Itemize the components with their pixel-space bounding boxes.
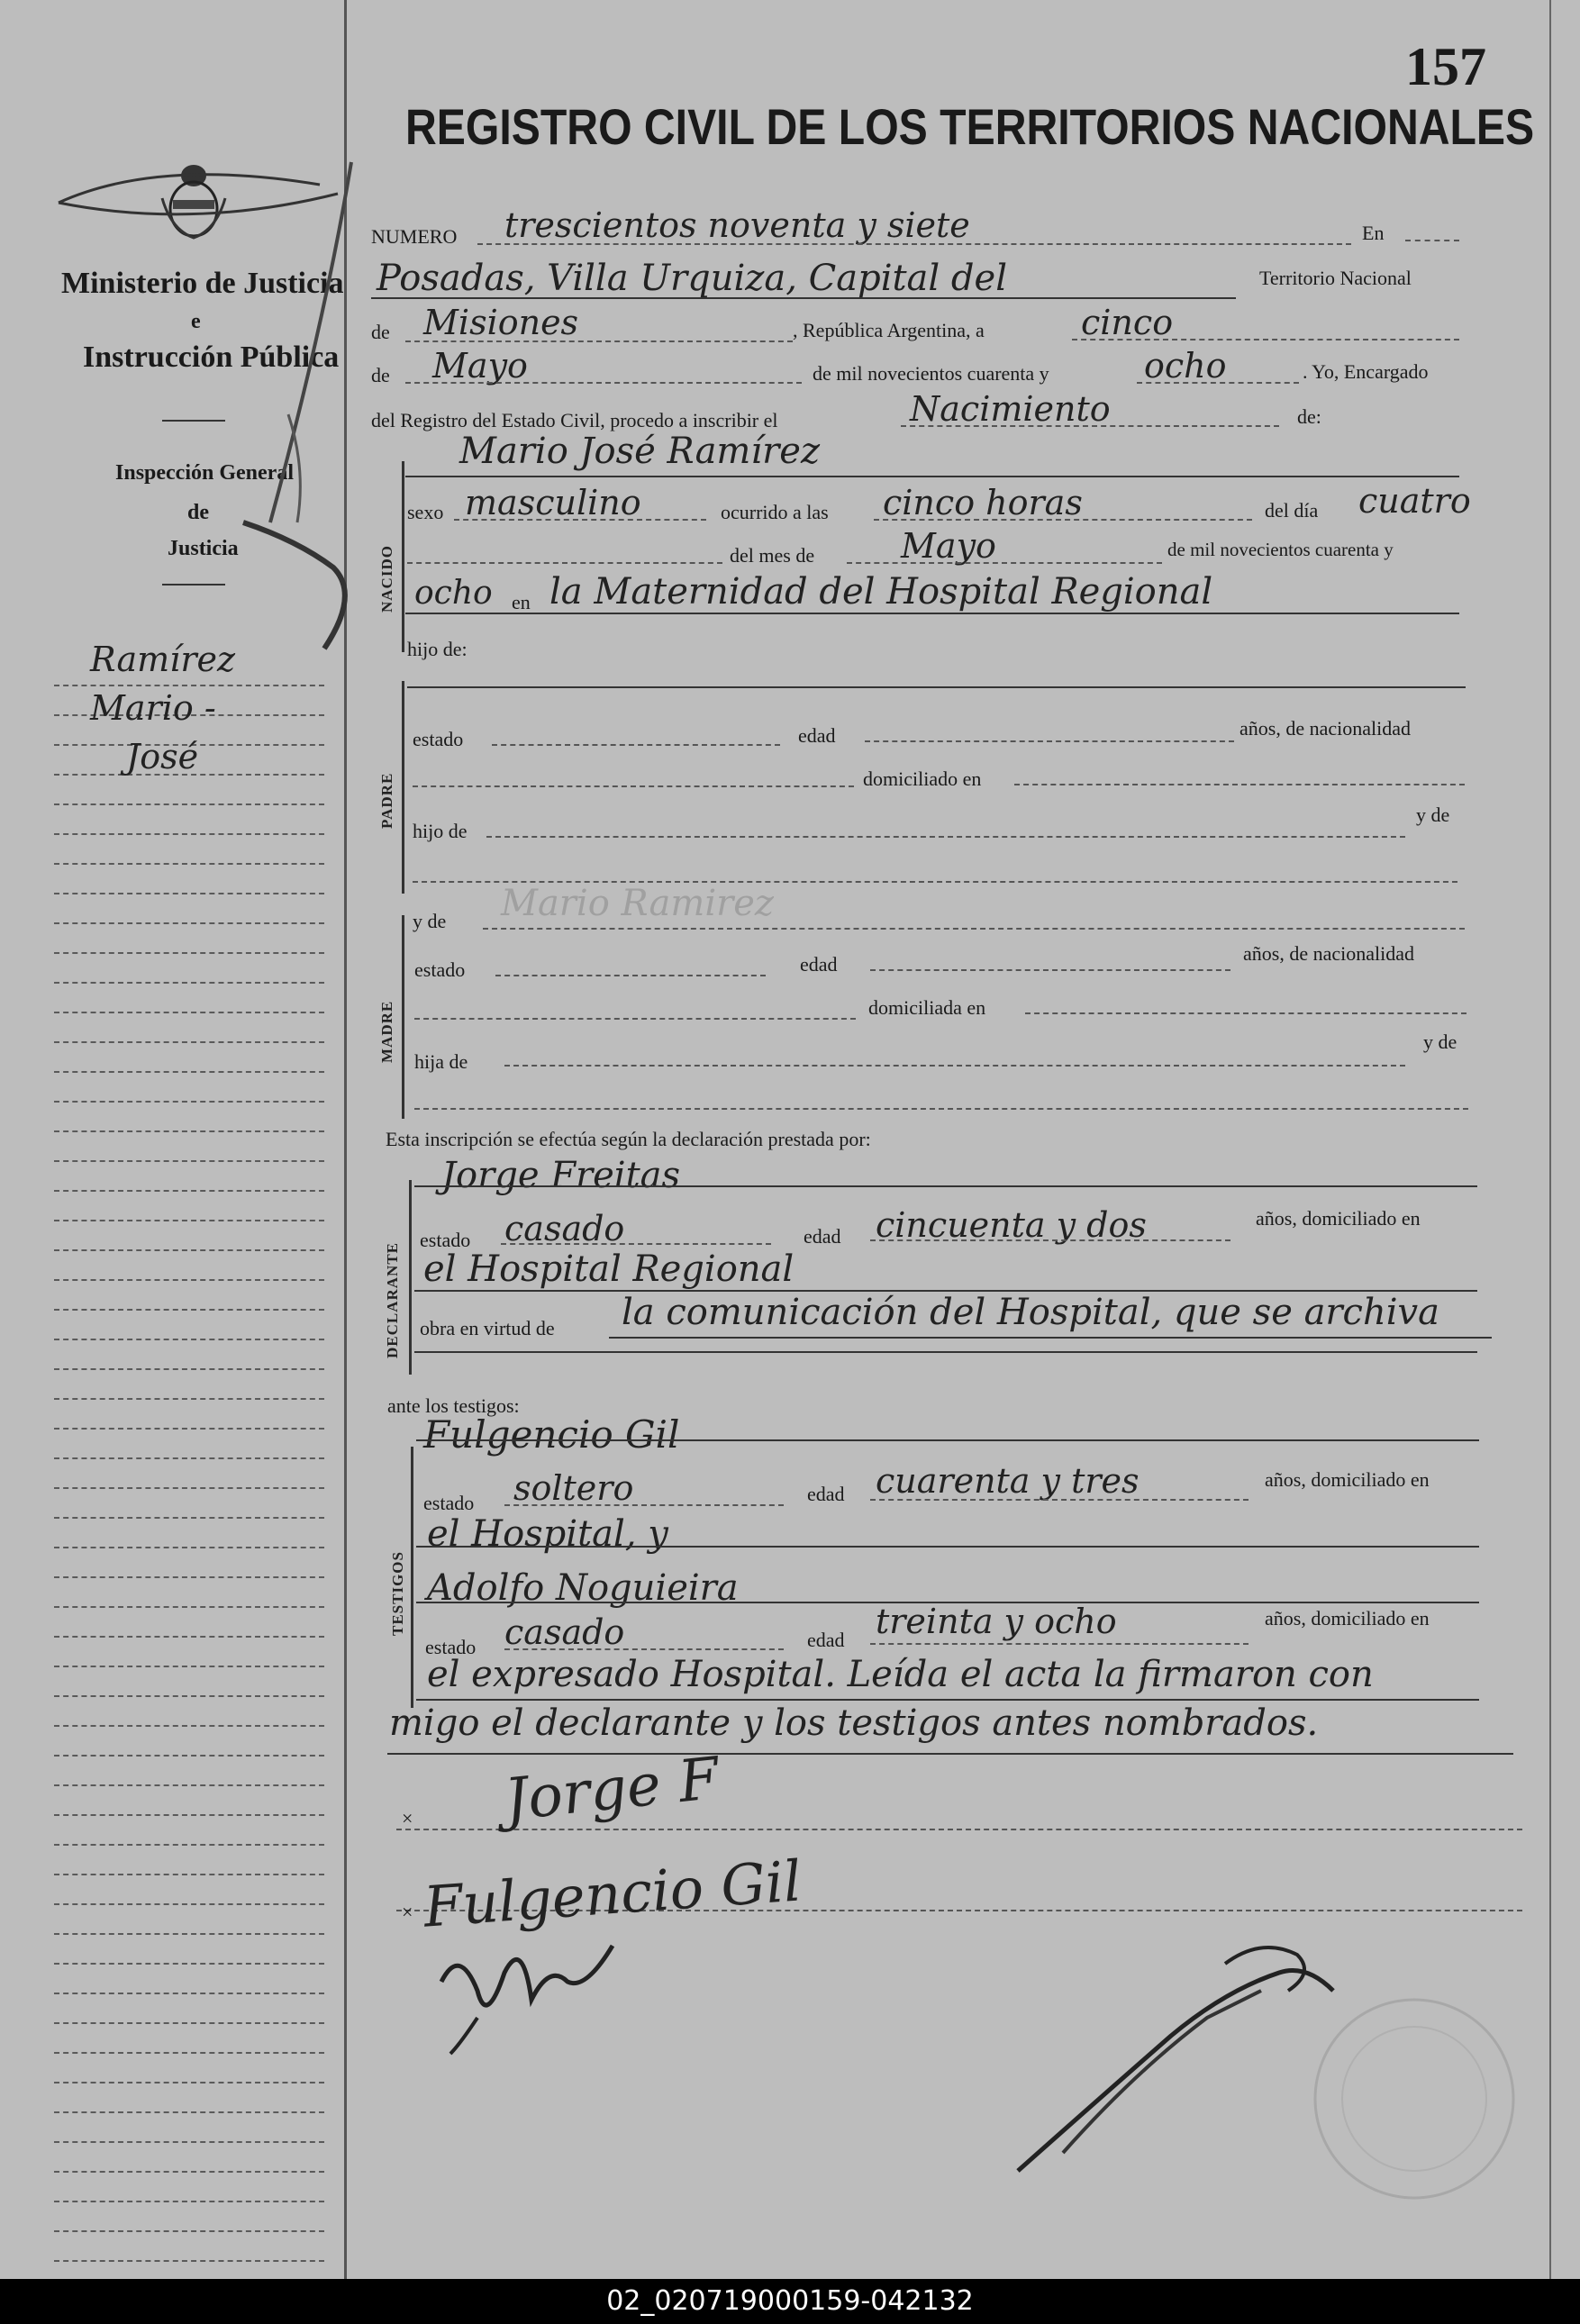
testigo-1-domicilio: el Hospital, y <box>427 1513 668 1555</box>
testigo-1-estado-value: soltero <box>513 1468 634 1508</box>
madre-edad-label: edad <box>800 953 838 976</box>
nacido-brace <box>402 461 404 652</box>
padre-edad-label: edad <box>798 724 836 747</box>
cierre-line-2: migo el declarante y los testigos antes nombrados. <box>389 1702 1319 1744</box>
madre-hija-de-line <box>504 1065 1405 1067</box>
ministry-line-2: e <box>191 310 201 333</box>
declarante-nombre-line <box>414 1185 1477 1187</box>
margin-rule-line <box>54 952 324 954</box>
testigo-1-anios-label: años, domiciliado en <box>1265 1468 1430 1491</box>
margin-rule-line <box>54 803 324 805</box>
padre-brace <box>402 681 404 894</box>
padre-y-de-label: y de <box>1416 803 1450 826</box>
declarante-anios-label: años, domiciliado en <box>1256 1207 1421 1230</box>
margin-rule-line <box>54 1249 324 1251</box>
mes-nacido-line <box>847 562 1162 564</box>
mes-line <box>405 382 802 384</box>
en-line <box>1405 240 1459 241</box>
sexo-line <box>454 519 706 521</box>
testigo-2-anios-label: años, domiciliado en <box>1265 1607 1430 1630</box>
padre-anios-label: años, de nacionalidad <box>1239 717 1411 740</box>
margin-rule-line <box>54 1874 324 1875</box>
republica-label: , República Argentina, a <box>793 319 985 341</box>
margin-rule-line <box>54 1606 324 1608</box>
sexo-value: masculino <box>465 483 641 522</box>
margin-rule-line <box>54 922 324 924</box>
declarante-estado-line <box>501 1243 771 1245</box>
testigo-2-edad-label: edad <box>807 1629 845 1651</box>
territorio-label: Territorio Nacional <box>1259 267 1412 289</box>
margin-rule-line <box>54 2022 324 2024</box>
mil-nacido-label: de mil novecientos cuarenta y <box>1167 539 1394 560</box>
padre-estado-line <box>492 744 780 746</box>
de-label-3: de: <box>1297 405 1321 428</box>
nacido-section-label: NACIDO <box>378 545 395 613</box>
footer-label: 02_020719000159-042132 <box>0 2279 1580 2324</box>
territorio-line <box>405 340 793 342</box>
margin-rule-line <box>54 1101 324 1103</box>
numero-value: trescientos noventa y siete <box>504 205 970 245</box>
margin-rule-line <box>54 1487 324 1489</box>
acto-line <box>901 425 1279 427</box>
madre-section-label: MADRE <box>378 1000 395 1063</box>
testigo-2-estado-label: estado <box>425 1636 477 1658</box>
declarante-estado-label: estado <box>420 1229 471 1251</box>
testigo-2-estado-value: casado <box>504 1612 625 1652</box>
numero-line <box>477 243 1351 245</box>
madre-edad-line <box>870 969 1230 971</box>
margin-rule-line <box>54 1517 324 1519</box>
margin-rule-line <box>54 685 324 686</box>
margin-rule-line <box>54 1784 324 1786</box>
margin-rule-line <box>54 1666 324 1667</box>
margin-rule-line <box>54 2201 324 2202</box>
margin-rule-line <box>54 2230 324 2232</box>
margin-rule-line <box>54 1041 324 1043</box>
de-label-2: de <box>371 364 390 386</box>
cierre-line-2-rule <box>387 1753 1513 1755</box>
madre-brace <box>402 915 404 1119</box>
declarante-nombre-value: Jorge Freitas <box>441 1155 681 1196</box>
signature-line-1 <box>396 1829 1522 1830</box>
margin-rule-line <box>54 2082 324 2083</box>
sexo-label: sexo <box>407 501 444 523</box>
declarante-estado-value: casado <box>504 1209 625 1248</box>
lugar-nacido-value: la Maternidad del Hospital Regional <box>549 571 1213 613</box>
margin-rule-line <box>54 1339 324 1340</box>
signature-mark-1: × <box>402 1807 413 1829</box>
declarante-edad-value: cincuenta y dos <box>876 1205 1147 1245</box>
padre-domiciliado-label: domiciliado en <box>863 767 982 790</box>
margin-rule-line <box>54 1547 324 1548</box>
margin-rule-line <box>54 1279 324 1281</box>
de-label: de <box>371 321 390 343</box>
hijo-de-label: hijo de: <box>407 638 468 660</box>
margin-rule-line <box>54 2111 324 2113</box>
testigos-intro: ante los testigos: <box>387 1394 520 1417</box>
madre-hija-de-label: hija de <box>414 1050 468 1073</box>
margin-rule-line <box>54 2141 324 2143</box>
testigo-2-estado-line <box>504 1648 784 1650</box>
margin-rule-line <box>54 1963 324 1965</box>
obra-line <box>609 1337 1492 1339</box>
margin-rule-line <box>54 1903 324 1905</box>
del-mes-label: del mes de <box>730 544 815 567</box>
margin-rule-line <box>54 1190 324 1192</box>
margin-rule-line <box>54 1398 324 1400</box>
page-title: REGISTRO CIVIL DE LOS TERRITORIOS NACIONALES <box>405 98 1535 155</box>
madre-y-de-line <box>414 1108 1468 1110</box>
hora-value: cinco horas <box>883 483 1083 522</box>
mes-value: Mayo <box>432 346 528 386</box>
testigo-1-nombre: Fulgencio Gil <box>423 1412 680 1457</box>
madre-domiciliada-label: domiciliada en <box>868 996 986 1019</box>
faint-seal <box>1297 1982 1531 2216</box>
declarante-section-label: DECLARANTE <box>384 1241 401 1358</box>
testigo-2-nombre: Adolfo Noguieira <box>427 1567 739 1609</box>
hora-line <box>874 519 1252 521</box>
testigo-2-edad-value: treinta y ocho <box>876 1602 1117 1641</box>
del-dia-label: del día <box>1265 499 1319 522</box>
margin-rule-line <box>54 2260 324 2262</box>
testigo-1-estado-line <box>504 1504 784 1506</box>
margin-rule-line <box>54 1071 324 1073</box>
obra-value: la comunicación del Hospital, que se archiva <box>622 1292 1439 1333</box>
cierre-line-1: el expresado Hospital. Leída el acta la firmaron con <box>427 1654 1374 1695</box>
margin-rule-line <box>54 863 324 865</box>
lugar-nacido-line <box>405 613 1459 614</box>
margin-rule-line <box>54 1368 324 1370</box>
margin-pen-strokes <box>216 144 396 685</box>
testigo-1-domicilio-line <box>416 1546 1479 1548</box>
cierre-line-1-rule <box>416 1699 1479 1701</box>
margin-rule-line <box>54 1309 324 1311</box>
madre-y-de-label-2: y de <box>1423 1030 1457 1053</box>
margin-rule-line <box>54 982 324 984</box>
yo-label: . Yo, Encargado <box>1303 360 1429 383</box>
declarante-blank-line <box>414 1351 1477 1353</box>
inspeccion-line-3: Justicia <box>168 537 239 560</box>
nacido-nombre-value: Mario José Ramírez <box>459 431 821 472</box>
dia-value: cinco <box>1081 303 1174 342</box>
margin-rule-line <box>54 1130 324 1132</box>
madre-estado-line <box>495 975 766 976</box>
margin-rule-line <box>54 2052 324 2054</box>
signature-testigo-2 <box>423 1928 640 2063</box>
margin-rule-line <box>54 1428 324 1430</box>
padre-hijo-de-label: hijo de <box>413 820 468 842</box>
testigos-section-label: TESTIGOS <box>389 1551 406 1636</box>
territorio-value: Misiones <box>423 303 579 342</box>
padre-nombre-line <box>407 686 1466 688</box>
signature-mark-2: × <box>402 1901 413 1923</box>
mes-nacido-value: Mayo <box>901 526 996 566</box>
acto-value: Nacimiento <box>910 389 1111 429</box>
margin-rule-line <box>54 2171 324 2173</box>
declarante-edad-line <box>870 1239 1230 1241</box>
madre-nombre-line <box>483 928 1465 930</box>
margin-rule-line <box>54 1933 324 1935</box>
anio-line <box>1137 382 1299 384</box>
madre-anios-label: años, de nacionalidad <box>1243 942 1414 965</box>
margin-rule-line <box>54 893 324 894</box>
margin-rule-line <box>54 1725 324 1727</box>
madre-estado-label: estado <box>414 958 466 981</box>
margin-note-line-3: José <box>126 737 199 776</box>
en-nacido-label: en <box>512 591 531 613</box>
testigo-1-edad-line <box>870 1499 1249 1501</box>
signature-declarante: Jorge F <box>501 1745 722 1835</box>
padre-nacionalidad-line <box>413 785 854 787</box>
padre-edad-line <box>865 740 1234 742</box>
declarante-domicilio-value: el Hospital Regional <box>423 1248 795 1290</box>
registro-label: del Registro del Estado Civil, procedo a inscribir el <box>371 409 778 431</box>
margin-rule-line <box>54 1993 324 1994</box>
faded-pencil-note: Mario Ramirez <box>501 883 774 924</box>
margin-note-line-2: Mario - <box>90 688 216 728</box>
ministry-line-3: Instrucción Pública <box>83 340 340 374</box>
lugar-line <box>371 297 1236 299</box>
padre-estado-label: estado <box>413 728 464 750</box>
margin-rule-line <box>54 1160 324 1162</box>
padre-section-label: PADRE <box>378 772 395 829</box>
testigo-2-edad-line <box>870 1643 1249 1645</box>
margin-rule-line <box>54 1457 324 1459</box>
madre-nacionalidad-line <box>414 1018 856 1020</box>
margin-note-line-1: Ramírez <box>90 640 235 679</box>
lugar-value: Posadas, Villa Urquiza, Capital del <box>377 258 1007 299</box>
madre-y-de-label: y de <box>413 910 447 932</box>
inspeccion-line-2: de <box>187 501 209 524</box>
obra-label: obra en virtud de <box>420 1317 555 1339</box>
testigo-1-edad-label: edad <box>807 1483 845 1505</box>
testigos-brace <box>411 1447 413 1708</box>
mil-label: de mil novecientos cuarenta y <box>813 362 1049 385</box>
numero-label: NUMERO <box>371 225 458 248</box>
padre-domicilio-line <box>1014 784 1465 785</box>
signature-testigo-1: Fulgencio Gil <box>421 1847 804 1940</box>
margin-rule-line <box>54 1844 324 1846</box>
margin-rule-line <box>54 1814 324 1816</box>
margin-rule-line <box>54 1636 324 1638</box>
testigo-1-edad-value: cuarenta y tres <box>876 1461 1140 1501</box>
ocurrido-label: ocurrido a las <box>721 501 829 523</box>
nacido-nombre-line <box>405 476 1459 477</box>
dia-nacido-line <box>407 562 722 564</box>
dia-line <box>1072 339 1459 340</box>
margin-rule-line <box>54 1695 324 1697</box>
ministry-line-1: Ministerio de Justicia <box>61 267 344 300</box>
margin-rule-line <box>54 833 324 835</box>
anio-value: ocho <box>1144 346 1227 386</box>
en-label: En <box>1362 222 1385 244</box>
margin-rule-line <box>54 1576 324 1578</box>
declarante-brace <box>409 1180 412 1375</box>
testigo-1-nombre-line <box>416 1439 1479 1441</box>
declarante-edad-label: edad <box>804 1225 841 1248</box>
padre-hijo-de-line <box>486 836 1405 838</box>
testigo-1-estado-label: estado <box>423 1492 475 1514</box>
page-number: 157 <box>1405 37 1486 96</box>
madre-domicilio-line <box>1025 1012 1466 1014</box>
margin-rule-line <box>54 1012 324 1013</box>
right-border <box>1549 0 1551 2279</box>
declaracion-intro: Esta inscripción se efectúa según la declaración prestada por: <box>386 1128 871 1150</box>
dia-nacido-value: cuatro <box>1358 481 1471 521</box>
margin-rule-line <box>54 1755 324 1757</box>
margin-rule-line <box>54 1220 324 1221</box>
anio-nacido-value: ocho <box>414 575 493 612</box>
inspeccion-line-1: Inspección General <box>115 461 294 485</box>
